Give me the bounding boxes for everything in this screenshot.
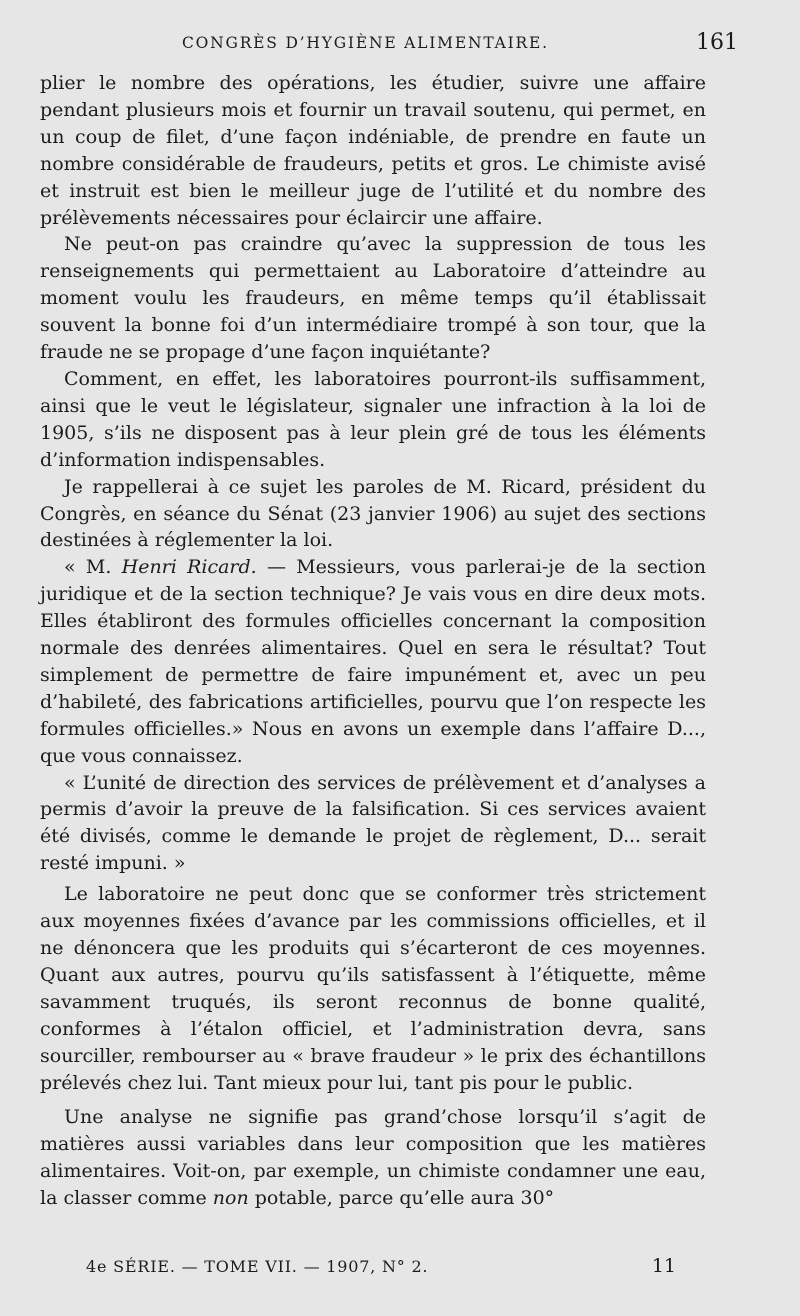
signature-line: 4e SÉRIE. — TOME VII. — 1907, N° 2. xyxy=(86,1257,429,1276)
paragraph-8-start: Une analyse ne signifie pas grand’chose lorsqu’il s’agit de matières aussi variables dans leur composition que les matières alimentaires. Voit-on, par exemple, un chimiste condamner une eau, la classer comme xyxy=(40,1106,706,1210)
speaker-name: Henri Ricard. xyxy=(121,556,257,579)
running-title: CONGRÈS D’HYGIÈNE ALIMENTAIRE. xyxy=(182,34,549,52)
page-number: 161 xyxy=(696,30,738,55)
paragraph-7: Le laboratoire ne peut donc que se conformer très strictement aux moyennes fixées d’avance par les commissions officielles, et il ne dénoncera que les produits qui s’écarteront de ces moyennes. Quant aux autres, pourvu qu’ils satisfassent à l’étiquette, même savamment truqués, ils seront reconnus de bonne qualité, conformes à l’étalon officiel, et l’administration devra, sans sourciller, rembourser au « brave fraudeur » le prix des échantillons prélevés chez lui. Tant mieux pour lui, tant pis pour le public. xyxy=(40,883,706,1094)
paragraph-5 xyxy=(40,554,706,769)
emphasis-non: non xyxy=(212,1187,249,1210)
signature-number: 11 xyxy=(651,1255,676,1277)
page-footer xyxy=(86,1255,676,1285)
paragraph-2: Ne peut-on pas craindre qu’avec la suppression de tous les renseignements qui permettaient au Laboratoire d’atteindre au moment voulu les fraudeurs, en même temps qu’il établissait souvent la bonne foi d’un intermédiaire trompé à son tour, que la fraude ne se propage d’une façon inquiétante? xyxy=(40,233,706,364)
quote-open: « M. xyxy=(64,556,122,579)
paragraph-8-end: potable, parce qu’elle aura 30° xyxy=(248,1187,555,1210)
paragraph-6: « L’unité de direction des services de prélèvement et d’analyses a permis d’avoir la preuve de la falsification. Si ces services avaient été divisés, comme le demande le projet de règlement, D... serait resté impuni. » xyxy=(40,771,706,875)
paragraph-3: Comment, en effet, les laboratoires pourront-ils suffisamment, ainsi que le veut le législateur, signaler une infraction à la loi de 1905, s’ils ne disposent pas à leur plein gré de tous les éléments d’information indispensables. xyxy=(40,367,706,471)
page-header xyxy=(40,30,738,66)
speech-text: — Messieurs, vous parlerai-je de la section juridique et de la section technique? Je vais vous en dire deux mots. Elles établiront des formules officielles concernant la composition normale des denrées alimentaires. Quel en sera le résultat? Tout simplement de permettre de faire impunément et, avec un peu d’habileté, des fabrications artificielles, pourvu que l’on respecte les formules officielles.» Nous en avons un exemple dans l’affaire D..., que vous connaissez. xyxy=(40,556,706,767)
paragraph-8 xyxy=(40,1104,706,1212)
body-text xyxy=(40,70,706,1212)
paragraph-1: plier le nombre des opérations, les étudier, suivre une affaire pendant plusieurs mois et fournir un travail soutenu, qui permet, en un coup de filet, d’une façon indéniable, de prendre en faute un nombre considérable de fraudeurs, petits et gros. Le chimiste avisé et instruit est bien le meilleur juge de l’utilité et du nombre des prélèvements nécessaires pour éclaircir une affaire. xyxy=(40,72,706,229)
paragraph-4: Je rappellerai à ce sujet les paroles de M. Ricard, président du Congrès, en séance du Sénat (23 janvier 1906) au sujet des sections destinées à réglementer la loi. xyxy=(40,475,706,552)
